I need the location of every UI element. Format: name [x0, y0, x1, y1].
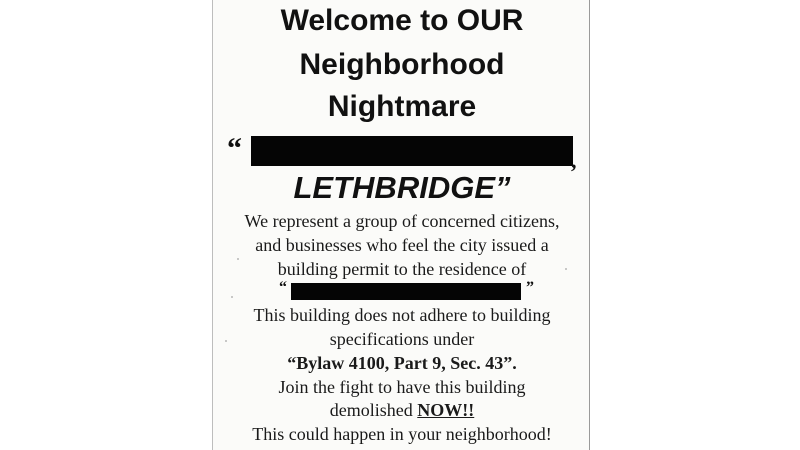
paragraph-2-line-2: specifications under	[329, 329, 475, 349]
headline-line-3: Nightmare	[327, 90, 477, 123]
headline-line-1: Welcome to OUR	[280, 4, 524, 37]
scan-speck	[231, 296, 233, 298]
paragraph-1-line-2: and businesses who feel the city issued a	[255, 235, 549, 255]
redacted-name-bar	[251, 136, 573, 166]
closing-line: This could happen in your neighborhood!	[252, 424, 552, 444]
address-quote-open: “	[279, 279, 287, 296]
bylaw-reference: “Bylaw 4100, Part 9, Sec. 43”.	[287, 353, 517, 373]
demolished-line	[213, 401, 591, 419]
paragraph-1-line-1: We represent a group of concerned citizens,	[244, 211, 560, 231]
paragraph-1-line-3: building permit to the residence of	[277, 259, 527, 279]
demolished-prefix: demolished	[329, 400, 418, 420]
scan-speck	[565, 268, 567, 270]
redacted-address-bar	[291, 283, 521, 300]
scan-speck	[225, 340, 227, 342]
quote-comma: ,	[571, 148, 577, 173]
city-line: LETHBRIDGE”	[293, 170, 511, 205]
now-emphasis: NOW!!	[417, 400, 475, 420]
headline-line-2: Neighborhood	[299, 48, 505, 81]
join-line: Join the fight to have this building	[278, 377, 526, 397]
opening-quote-mark: “	[227, 132, 242, 165]
address-quote-close: ”	[526, 279, 534, 296]
scan-speck	[237, 258, 239, 260]
paragraph-2-line-1: This building does not adhere to building	[253, 305, 551, 325]
flyer-sheet	[212, 0, 590, 450]
